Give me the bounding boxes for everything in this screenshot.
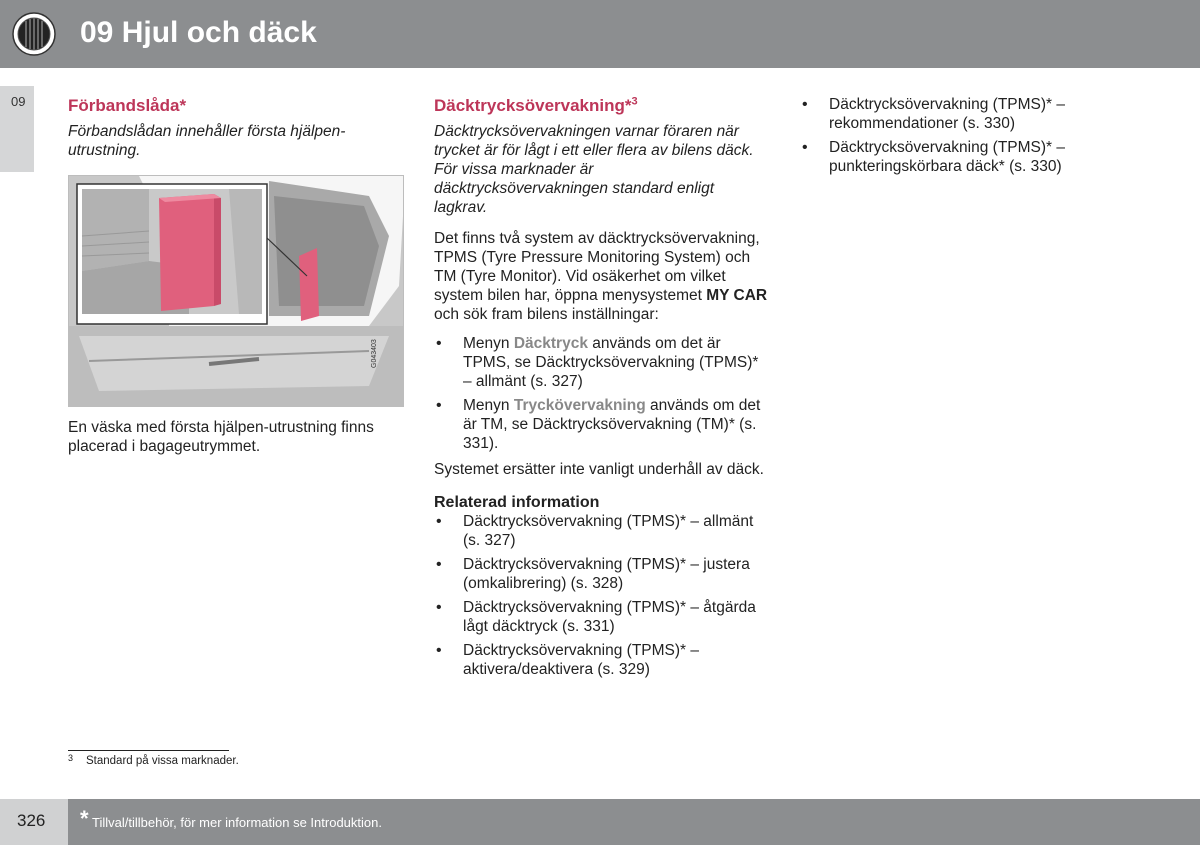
list-item (434, 334, 768, 391)
footnote-rule (68, 750, 229, 751)
section-heading-forbandslada: Förbandslåda* (68, 96, 187, 115)
menu-my-car: MY CAR (706, 287, 768, 304)
related-link[interactable]: • Däcktrycksövervakning (TPMS)* – rekommendationer (s. 330) (800, 95, 1135, 133)
related-list-continued (800, 95, 1135, 176)
related-heading: Relaterad information (434, 494, 600, 511)
menu-term-dacktryck: Däcktryck (513, 335, 588, 352)
footer-bar (68, 799, 1200, 845)
footnote-ref: 3 (631, 95, 638, 108)
section-heading-tpms (434, 95, 768, 117)
option-star: * (80, 806, 89, 831)
list-item (434, 396, 768, 453)
footer-text: Tillval/tillbehör, för mer information se Introduktion. (92, 815, 382, 830)
bullet-text: används om det är TPMS, se Däcktrycksövervakning (TPMS)* – allmänt (s. 327) (463, 335, 759, 390)
related-link[interactable]: • Däcktrycksövervakning (TPMS)* – aktivera/deaktivera (s. 329) (434, 641, 768, 679)
menu-term-tryckovervakning: Tryckövervakning (513, 397, 646, 414)
bullet-prefix: Menyn (463, 397, 514, 414)
page-footer (0, 799, 1200, 845)
chapter-tab (0, 86, 34, 172)
related-list (434, 512, 768, 679)
page-number-box (0, 799, 68, 845)
bullet-prefix: Menyn (463, 335, 514, 352)
middle-column (434, 95, 768, 684)
left-column (68, 95, 398, 160)
figure-code: G043403 (371, 339, 378, 368)
bullet-text: används om det är TM, se Däcktrycksövervakning (TM)* (s. 331). (463, 397, 761, 452)
left-body (68, 418, 398, 456)
page-header (0, 0, 1200, 68)
section-intro: Förbandslådan innehåller första hjälpen-utrustning. (68, 123, 346, 159)
related-link[interactable]: • Däcktrycksövervakning (TPMS)* – åtgärda lågt däcktryck (s. 331) (434, 598, 768, 636)
related-link[interactable]: • Däcktrycksövervakning (TPMS)* – justera (omkalibrering) (s. 328) (434, 555, 768, 593)
related-link[interactable]: • Däcktrycksövervakning (TPMS)* – punkteringskörbara däck* (s. 330) (800, 138, 1135, 176)
maintenance-note: Systemet ersätter inte vanligt underhåll av däck. (434, 461, 764, 478)
tpms-heading-text: Däcktrycksövervakning* (434, 96, 632, 115)
chapter-title: 09 Hjul och däck (80, 16, 317, 49)
page-number: 326 (17, 811, 46, 830)
systems-text: Det finns två system av däcktrycksövervakning, TPMS (Tyre Pressure Monitoring System) och TM (Tyre Monitor). Vid osäkerhet om vilket system bilen har, öppna menysystemet (434, 230, 760, 304)
right-column (800, 95, 1135, 181)
chapter-tab-label: 09 (11, 94, 26, 109)
systems-text-end: och sök fram bilens inställningar: (434, 306, 659, 323)
related-link[interactable]: • Däcktrycksövervakning (TPMS)* – allmänt (s. 327) (434, 512, 768, 550)
footnote-text: Standard på vissa marknader. (86, 755, 239, 767)
trunk-illustration (68, 175, 404, 407)
wheel-icon (0, 0, 68, 68)
tpms-systems-paragraph (434, 229, 768, 324)
menu-options-list (434, 334, 768, 453)
tpms-intro: Däcktrycksövervakningen varnar föraren när trycket är för lågt i ett eller flera av bilens däck. För vissa marknader är däcktrycksövervakningen standard enligt lagkrav. (434, 123, 754, 216)
footnote-number: 3 (68, 753, 74, 763)
first-aid-body: En väska med första hjälpen-utrustning finns placerad i bagageutrymmet. (68, 419, 374, 455)
